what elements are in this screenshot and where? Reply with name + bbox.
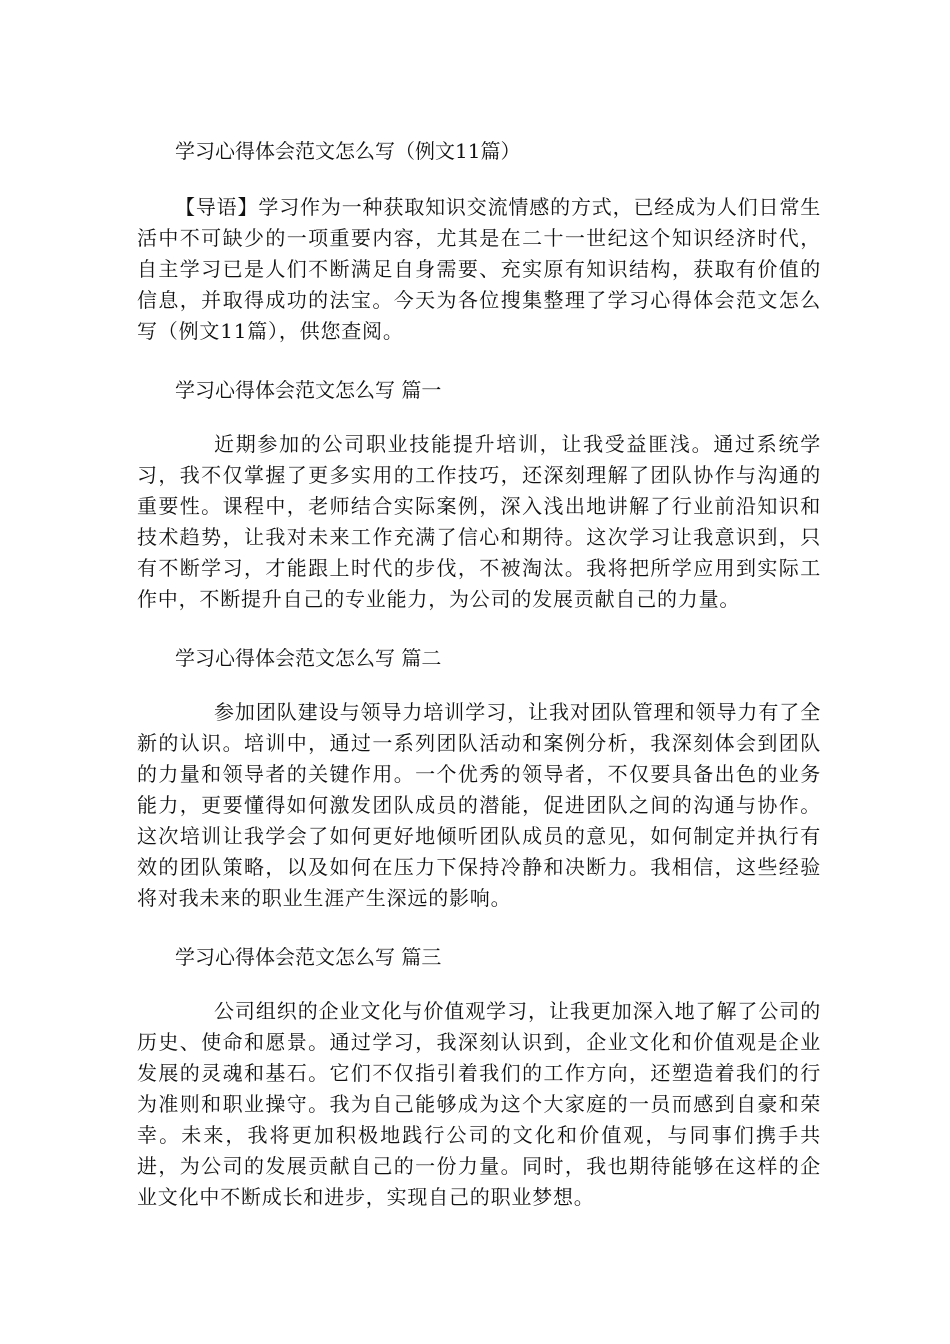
section-heading-3: 学习心得体会范文怎么写 篇三 — [175, 945, 442, 969]
document-content — [137, 134, 821, 1213]
section-body-2: 参加团队建设与领导力培训学习，让我对团队管理和领导力有了全新的认识。培训中，通过一系列团队活动和案例分析，我深刻体会到团队的力量和领导者的关键作用。一个优秀的领导者，不仅要具备出色的业务能力，更要懂得如何激发团队成员的潜能，促进团队之间的沟通与协作。这次培训让我学会了如何更好地倾听团队成员的意见，如何制定并执行有效的团队策略，以及如何在压力下保持冷静和决断力。我相信，这些经验将对我未来的职业生涯产生深远的影响。 — [137, 700, 821, 910]
section-heading-1: 学习心得体会范文怎么写 篇一 — [175, 378, 442, 402]
document-title: 学习心得体会范文怎么写（例文11篇） — [175, 139, 521, 163]
section-body-1: 近期参加的公司职业技能提升培训，让我受益匪浅。通过系统学习，我不仅掌握了更多实用的工作技巧，还深刻理解了团队协作与沟通的重要性。课程中，老师结合实际案例，深入浅出地讲解了行业前沿知识和技术趋势，让我对未来工作充满了信心和期待。这次学习让我意识到，只有不断学习，才能跟上时代的步伐，不被淘汰。我将把所学应用到实际工作中，不断提升自己的专业能力，为公司的发展贡献自己的力量。 — [137, 432, 821, 611]
intro-text: 学习作为一种获取知识交流情感的方式，已经成为人们日常生活中不可缺少的一项重要内容，尤其是在二十一世纪这个知识经济时代，自主学习已是人们不断满足自身需要、充实原有知识结构，获取有价值的信息，并取得成功的法宝。今天为各位搜集整理了学习心得体会范文怎么写（例文11篇），供您查阅。 — [137, 195, 821, 343]
section-body-3: 公司组织的企业文化与价值观学习，让我更加深入地了解了公司的历史、使命和愿景。通过学习，我深刻认识到，企业文化和价值观是企业发展的灵魂和基石。它们不仅指引着我们的工作方向，还塑造着我们的行为准则和职业操守。我为自己能够成为这个大家庭的一员而感到自豪和荣幸。未来，我将更加积极地践行公司的文化和价值观，与同事们携手共进，为公司的发展贡献自己的一份力量。同时，我也期待能够在这样的企业文化中不断成长和进步，实现自己的职业梦想。 — [137, 999, 821, 1209]
section-heading-2: 学习心得体会范文怎么写 篇二 — [175, 646, 442, 670]
intro-paragraph — [137, 192, 821, 347]
intro-lead-label: 【导语】 — [175, 195, 259, 219]
